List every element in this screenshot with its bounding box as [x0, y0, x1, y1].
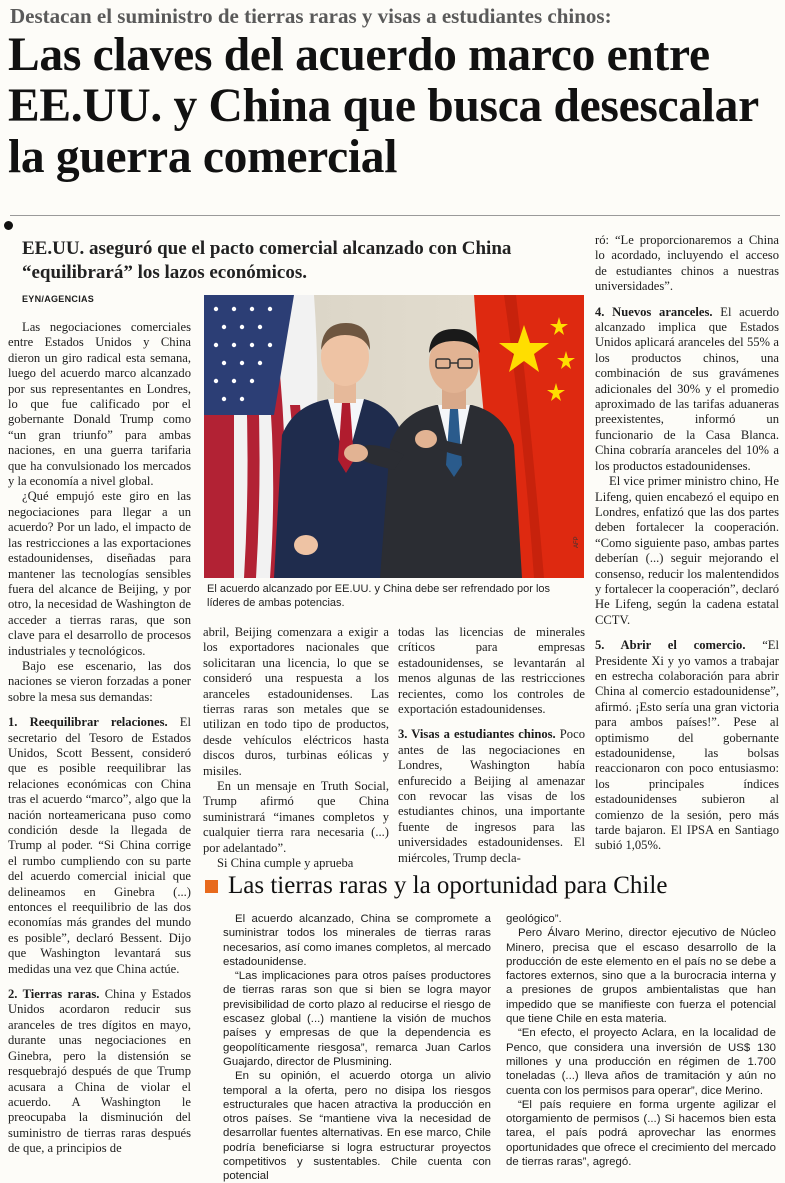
- section-text: Poco antes de las negociaciones en Londres, Washington había enfurecido a Beijing al amenazar con revocar las visas de los estudiantes chinos, una importante fuente de ingresos para las universidades estadounidenses. El miércoles, Trump decla-: [398, 727, 585, 865]
- photo-caption: El acuerdo alcanzado por EE.UU. y China debe ser refrendado por los líderes de ambas potencias.: [207, 583, 551, 609]
- section-heading: 3. Visas a estudiantes chinos.: [398, 727, 556, 742]
- section-paragraph: [595, 305, 779, 474]
- paragraph: geológico”.: [506, 913, 562, 925]
- paragraph: “Las implicaciones para otros países productores de tierras raras son que si bien se logra mayor previsibilidad de corto plazo al reducirse el riesgo de escasez global (...) mantiene la visión de muchos países y empresas de que la dependencia es geopolíticamente riesgosa”, remarca Juan Carlos Guajardo, director de Plusmining.: [223, 970, 491, 1068]
- subhead: EE.UU. aseguró que el pacto comercial alcanzado con China “equilibrará” los lazos económicos.: [22, 238, 512, 283]
- paragraph: El vice primer ministro chino, He Lifeng, quien encabezó el equipo en Londres, enfatizó que las dos partes deben fortalecer la cooperación. “Como siguiente paso, ambas partes deberían (...) seguir mejorando el consenso, reducir los malentendidos y fortalecer la cooperación”, declaró He Lifeng, según la cadena estatal CCTV.: [595, 474, 779, 627]
- section-paragraph: [8, 715, 191, 977]
- section-paragraph: [398, 727, 585, 866]
- section-heading: 2. Tierras raras.: [8, 987, 100, 1002]
- headline: Las claves del acuerdo marco entre EE.UU. y China que busca desescalar la guerra comercial: [8, 29, 759, 183]
- photo-credit: AFP: [574, 536, 580, 548]
- article-column-1: [8, 320, 191, 1157]
- paragraph: En su opinión, el acuerdo otorga un alivio temporal a la oferta, pero no disipa los riesgos estructurales que hacen atractiva la producción en otros países. Se “mantiene viva la necesidad de desarrollar fuentes alternativas. En ese marco, Chile podría beneficiarse si logra estructurar proyectos competitivos y sustentables. Chile cuenta con potencial: [223, 1070, 491, 1183]
- section-heading: 1. Reequilibrar relaciones.: [8, 715, 168, 730]
- paragraph: “En efecto, el proyecto Aclara, en la localidad de Penco, que considera una inversión de US$ 130 millones y una producción en régimen de 1.700 toneladas (...) lleva años de tramitación y aún no cuenta con los permisos para operar”, dice Merino.: [506, 1027, 776, 1097]
- sidebar-box-heading: Las tierras raras y la oportunidad para Chile: [228, 872, 668, 899]
- article-column-2: [203, 625, 389, 872]
- orange-square-icon: [205, 880, 218, 893]
- section-text: “El Presidente Xi y yo vamos a trabajar en estrecha colaboración para abrir China al comercio estadounidense”, afirmó. ¡Esto sería una gran victoria para ambos países!”. Pese al optimismo del gobernante estadounidense, las bolsas reaccionaron con poco entusiasmo: los principales índices estadounidenses subieron al comienzo de la sesión, pero más tarde bajaron. El IPSA en Santiago subió 1,05%.: [595, 638, 779, 853]
- section-heading: 5. Abrir el comercio.: [595, 638, 746, 653]
- sidebar-column-1: [223, 912, 491, 1183]
- sidebar-box-title: [205, 872, 785, 900]
- paragraph: ¿Qué empujó este giro en las negociaciones para llegar a un acuerdo? Por un lado, el impacto de las restricciones a las exportaciones estadounidenses, diseñadas para mantener las tecnologías sensibles fuera del alcance de Beijing, y por otro, la necesidad de Washington de acceder a tierras raras, que son clave para el desarrollo de procesos industriales y tecnológicos.: [8, 489, 191, 658]
- kicker: Destacan el suministro de tierras raras y visas a estudiantes chinos:: [10, 4, 612, 28]
- paragraph: todas las licencias de minerales críticos para empresas estadounidenses, se levantarán al menos algunas de las restricciones recientes, como los controles de exportación estadounidenses.: [398, 625, 585, 717]
- paragraph: En un mensaje en Truth Social, Trump afirmó que China suministrará “imanes completos y cualquier tierra rara necesaria (...) por adelantado”.: [203, 779, 389, 855]
- paragraph: Bajo ese escenario, las dos naciones se vieron forzadas a poner sobre la mesa sus demandas:: [8, 658, 191, 704]
- paragraph: Pero Álvaro Merino, director ejecutivo de Núcleo Minero, precisa que el escaso desarrollo de la producción de este elemento en el país no se debe a factores externos, sino que a la burocracia interna y a presiones de grupos ambientalistas que han impedido que se manifieste con fuerza el potencial que tiene Chile en esta materia.: [506, 927, 776, 1026]
- section-text: El acuerdo alcanzado implica que Estados Unidos aplicará aranceles del 55% a los productos chinos, una combinación de sus gravámenes adicionales del 30% y el promedio aproximado de las tarifas aduaneras preexistentes, informó un funcionario de la Casa Blanca. China cobraría aranceles del 10% a los productos estadounidenses.: [595, 304, 779, 473]
- photo: [204, 295, 584, 578]
- paragraph: “El país requiere en forma urgente agilizar el otorgamiento de permisos (...) Si hacemos bien esta tarea, el país podrá aprovechar las enormes oportunidades que ofrece el crecimiento del mercado de tierras raras”, agregó.: [506, 1098, 776, 1169]
- byline: EYN/AGENCIAS: [22, 294, 95, 304]
- paragraph: ró: “Le proporcionaremos a China lo acordado, incluyendo el acceso de estudiantes chinos a nuestras universidades”.: [595, 233, 779, 294]
- paragraph: El acuerdo alcanzado, China se compromete a suministrar todos los minerales de tierras raras necesarios, así como imanes completos, al mercado estadounidense.: [223, 913, 491, 968]
- section-text: China y Estados Unidos acordaron reducir sus aranceles de tres dígitos en mayo, durante unas negociaciones en Ginebra, pero la distensión se resquebrajó después de que Trump acusara a China de violar el acuerdo. A Washington le preocupaba la disminución del suministro de tierras raras después de que, a principios de: [8, 987, 191, 1156]
- photo-illustration: [204, 295, 584, 578]
- sidebar-column-2: [506, 912, 776, 1169]
- paragraph: abril, Beijing comenzara a exigir a los exportadores nacionales que solicitaran una licencia, lo que se consideró una respuesta a los aranceles estadounidenses. Las tierras raras son metales que se utilizan en todo tipo de productos, desde vehículos eléctricos hasta discos duros, turbinas eólicas y misiles.: [203, 625, 389, 778]
- article-column-4: [595, 233, 779, 854]
- paragraph: Si China cumple y aprueba: [217, 856, 354, 871]
- bullet-icon: [4, 221, 13, 230]
- section-paragraph: [8, 987, 191, 1156]
- section-text: El secretario del Tesoro de Estados Unidos, Scott Bessent, consideró que es posible reequilibrar las relaciones económicas con China tras el acuerdo “marco”, algo que la nación norteamericana puso como condición desde la llegada de Trump al poder. “Si China corrige el rumbo cumpliendo con su parte del acuerdo comercial inicial que delineamos en Ginebra (...) entonces el reequilibrio de las dos economías más grandes del mundo es posible”, declaró Bessent. Dijo que Washington levantará sus medidas una vez que China actúe.: [8, 715, 191, 976]
- article-column-3: [398, 625, 585, 866]
- section-paragraph: [595, 638, 779, 854]
- headline-divider: [10, 215, 780, 216]
- section-heading: 4. Nuevos aranceles.: [595, 304, 713, 319]
- paragraph: Las negociaciones comerciales entre Estados Unidos y China dieron un giro radical esta semana, luego del acuerdo marco alcanzado por sus representantes en Londres, lo que fue calificado por el gobernante Donald Trump como “un gran triunfo” para ambas naciones, en una guerra tarifaria que ha convulsionado los mercados y la economía a nivel global.: [8, 320, 191, 489]
